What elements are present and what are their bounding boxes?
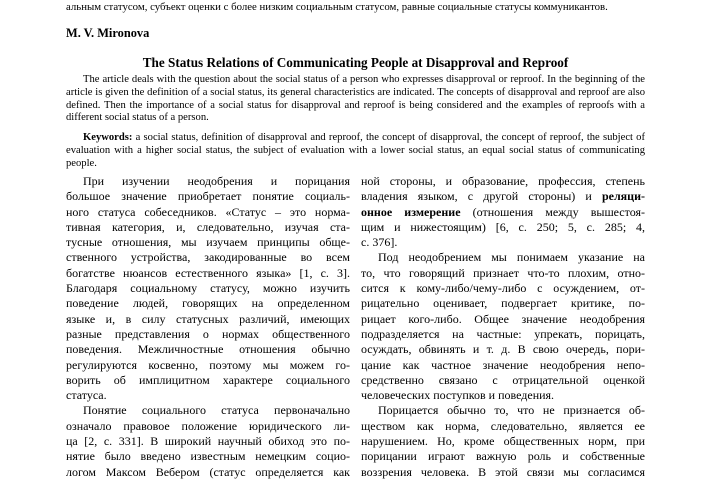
text-line: языке и, в силу статусных различий, имеющих (66, 311, 350, 326)
keywords-text: a social status, definition of disapproval and reproof, the concept of disapproval, the concept of reproof, the subject of evaluation with a higher social status, the subject of evaluation with a lower social status, an equal social status of communicating people. (66, 132, 645, 169)
text-line: то, что говорящий признает что-то плохим, отно- (361, 265, 645, 280)
text-line: сится к кому-либо/чему-либо с осуждением, от- (361, 281, 645, 296)
text-line: воззрения человека. В этой связи мы согласимся (361, 464, 645, 479)
text-line: ворить об имплицитном характере социального (66, 372, 350, 387)
text-line: поведения. Межличностные отношения обычно (66, 342, 350, 357)
text-line: статуса. (66, 388, 107, 403)
keywords-paragraph (66, 132, 645, 170)
text-line: разные представления о нормах общественного (66, 326, 350, 341)
keywords-label: Keywords: (83, 132, 133, 143)
text-line: ществом как норма, следовательно, является ее (361, 418, 645, 433)
text-line: Под неодобрением мы понимаем указание на (378, 250, 645, 265)
text-line: средственно связано с отрицательной оценкой (361, 372, 645, 387)
text-line: ца [2, с. 331]. В широкий научный обиход это по- (66, 434, 350, 449)
text-line: При изучении неодобрения и порицания (83, 174, 350, 188)
text-line: Порицается обычно то, что не признается об- (378, 403, 645, 418)
text-line: Благодаря социальному статусу, можно изучить (66, 281, 350, 296)
abstract-paragraph: The article deals with the question about the social status of a person who expresses disapproval or reproof. In the beginning of the article is given the definition of a social status, its general characteristics are indicated. The concepts of disapproval and reproof are also defined. Then the importance of a social status for disapproval and reproof is being considered and the examples of reproofs with a different social status of a person. (66, 74, 645, 124)
text-line: регулируются косвенно, поэтому мы можем го- (66, 357, 350, 372)
text-line: осуждать, обвинять и т. д. В свою очередь, пори- (361, 342, 645, 357)
text-line: с. 376]. (361, 235, 398, 250)
text-line: богатстве нюансов естественного языка» [1, с. 3]. (66, 265, 350, 280)
text-line: щим и нижестоящим) [6, с. 250; 5, с. 285; 4, (361, 219, 645, 234)
author-name: M. V. Mironova (66, 26, 150, 40)
header-partial-line: альным статусом, субъект оценки с более низким социальным статусом, равные социальные статусы коммуникантов. (66, 1, 608, 13)
text-line: владения языком, с другой стороны) и реляци- (361, 189, 645, 204)
text-line: ной стороны, и образование, профессия, степень (361, 174, 645, 188)
text-line: тусные отношения, мы изучаем принципы обще- (66, 235, 350, 250)
text-line: нятие было введено известным немецким социо- (66, 449, 350, 464)
text-line: ственного устройства, закодированные во всем (66, 250, 350, 265)
text-line: большое значение приобретает понятие социаль- (66, 189, 350, 204)
text-line: онное измерение (отношения между вышестоя- (361, 204, 646, 219)
text-line: поведение людей, говорящих на определенном (66, 296, 350, 311)
text-line: логом Максом Вебером (статус определяется как (66, 464, 350, 479)
column-left (66, 174, 350, 479)
text-line: человеческих поступков и поведения. (361, 388, 555, 403)
text-line: означало правовое положение юридического ли- (66, 418, 350, 433)
text-line: нарушением. Но, кроме общественных норм, при (361, 434, 645, 449)
article-title: The Status Relations of Communicating People at Disapproval and Reproof (142, 55, 569, 70)
two-column-body (66, 174, 646, 479)
text-line: цание как частное значение неодобрения непо- (361, 357, 645, 372)
text-line: рицает кого-либо. Общее значение неодобрения (361, 311, 645, 326)
text-line: тивная категория, и, следовательно, изучая ста- (66, 219, 350, 234)
text-line: порицании играют важную роль и собственные (361, 449, 645, 464)
column-right (361, 174, 646, 479)
text-line: ного статуса собеседников. «Статус – это норма- (66, 204, 350, 219)
text-line: подразделяется на частные: упрекать, порицать, (361, 326, 645, 341)
text-line: Понятие социального статуса первоначально (83, 403, 350, 418)
text-line: рицательно оценивает, подвергает критике, по- (361, 296, 645, 311)
